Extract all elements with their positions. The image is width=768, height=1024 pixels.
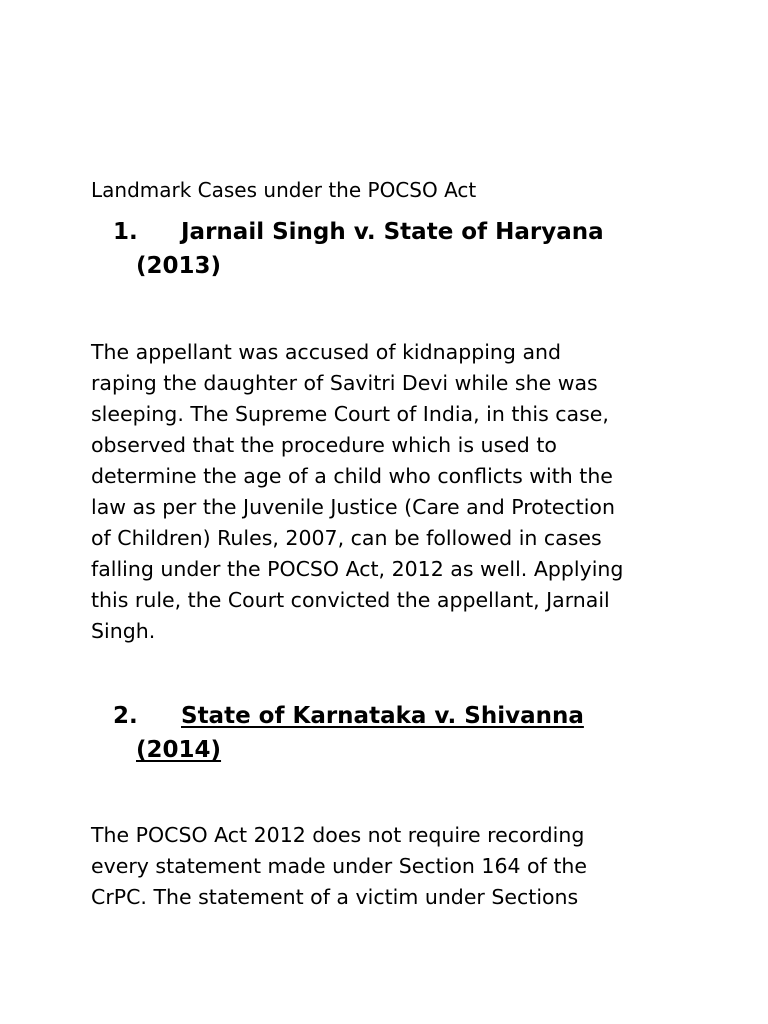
body-line: sleeping. The Supreme Court of India, in this case, <box>91 402 609 426</box>
body-line: law as per the Juvenile Justice (Care and Protection <box>91 495 615 519</box>
case-year: (2013) <box>136 253 222 279</box>
body-line: of Children) Rules, 2007, can be followed in cases <box>91 526 602 550</box>
body-line: The appellant was accused of kidnapping and <box>91 340 562 364</box>
case-heading-2 <box>113 699 584 767</box>
document-title: Landmark Cases under the POCSO Act <box>91 178 477 202</box>
body-line: this rule, the Court convicted the appellant, Jarnail <box>91 588 610 612</box>
case-heading-1 <box>113 215 604 283</box>
body-line: CrPC. The statement of a victim under Sections <box>91 885 579 909</box>
body-line: Singh. <box>91 619 156 643</box>
case-number: 1. <box>113 219 138 245</box>
body-line: falling under the POCSO Act, 2012 as well. Applying <box>91 557 624 581</box>
body-line: every statement made under Section 164 of the <box>91 854 587 878</box>
case-title: Jarnail Singh v. State of Haryana <box>181 219 604 245</box>
body-line: raping the daughter of Savitri Devi while she was <box>91 371 598 395</box>
case-body-1 <box>91 337 691 647</box>
body-line: observed that the procedure which is used to <box>91 433 557 457</box>
body-line: determine the age of a child who conflicts with the <box>91 464 613 488</box>
body-line: The POCSO Act 2012 does not require recording <box>91 823 585 847</box>
case-number: 2. <box>113 703 138 729</box>
case-body-2 <box>91 820 691 913</box>
case-year: (2014) <box>136 737 222 763</box>
case-title: State of Karnataka v. Shivanna <box>181 703 584 729</box>
